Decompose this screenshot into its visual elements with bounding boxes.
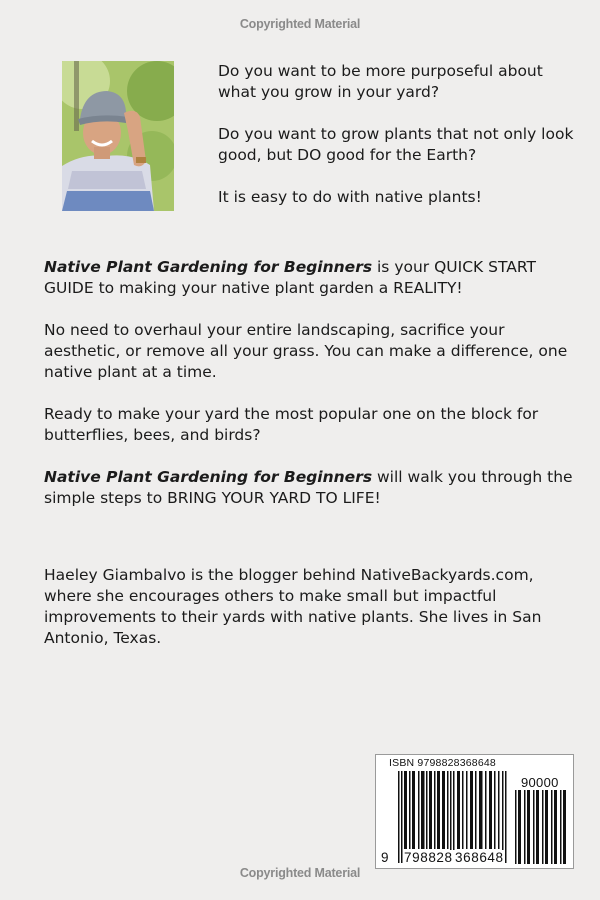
description-paragraph-2: No need to overhaul your entire landscaping, sacrifice your aesthetic, or remove all your grass. You can make a difference, one native plant at a time. [44,321,568,381]
book-description [44,257,574,530]
barcode-digits-group-2: 368648 [455,850,504,865]
description-paragraph-1 [44,257,574,299]
description-paragraph-4 [44,467,574,509]
isbn-barcode [375,754,574,869]
author-bio [44,565,574,649]
barcode-digit-first: 9 [381,850,390,865]
isbn-label: ISBN 9798828368648 [389,757,496,769]
copyright-watermark-top: Copyrighted Material [239,17,361,31]
barcode-addon-bars [515,790,567,864]
intro-paragraph-2: Do you want to grow plants that not only look good, but DO good for the Earth? [218,125,574,164]
author-photo [62,61,174,211]
barcode-digits-group-1: 798828 [404,850,453,865]
description-paragraph-3: Ready to make your yard the most popular one on the block for butterflies, bees, and birds? [44,405,539,444]
book-title-emphasis: Native Plant Gardening for Beginners [44,258,373,276]
copyright-watermark-bottom: Copyrighted Material [239,866,361,880]
description-text: will walk you through the simple steps to BRING YOUR YARD TO LIFE! [44,468,573,507]
description-text: is your QUICK START GUIDE to making your native plant garden a REALITY! [44,258,536,297]
author-bio-text: Haeley Giambalvo is the blogger behind NativeBackyards.com, where she encourages others to make small but impactful improvements to their yards with native plants. She lives in San Antonio, Texas. [44,566,542,647]
intro-paragraph-1: Do you want to be more purposeful about what you grow in your yard? [218,62,543,101]
author-photo-illustration [62,61,174,211]
intro-paragraph-3: It is easy to do with native plants! [218,188,482,206]
intro-questions [218,61,578,229]
book-title-emphasis: Native Plant Gardening for Beginners [44,468,373,486]
price-addon-code: 90000 [521,775,559,790]
